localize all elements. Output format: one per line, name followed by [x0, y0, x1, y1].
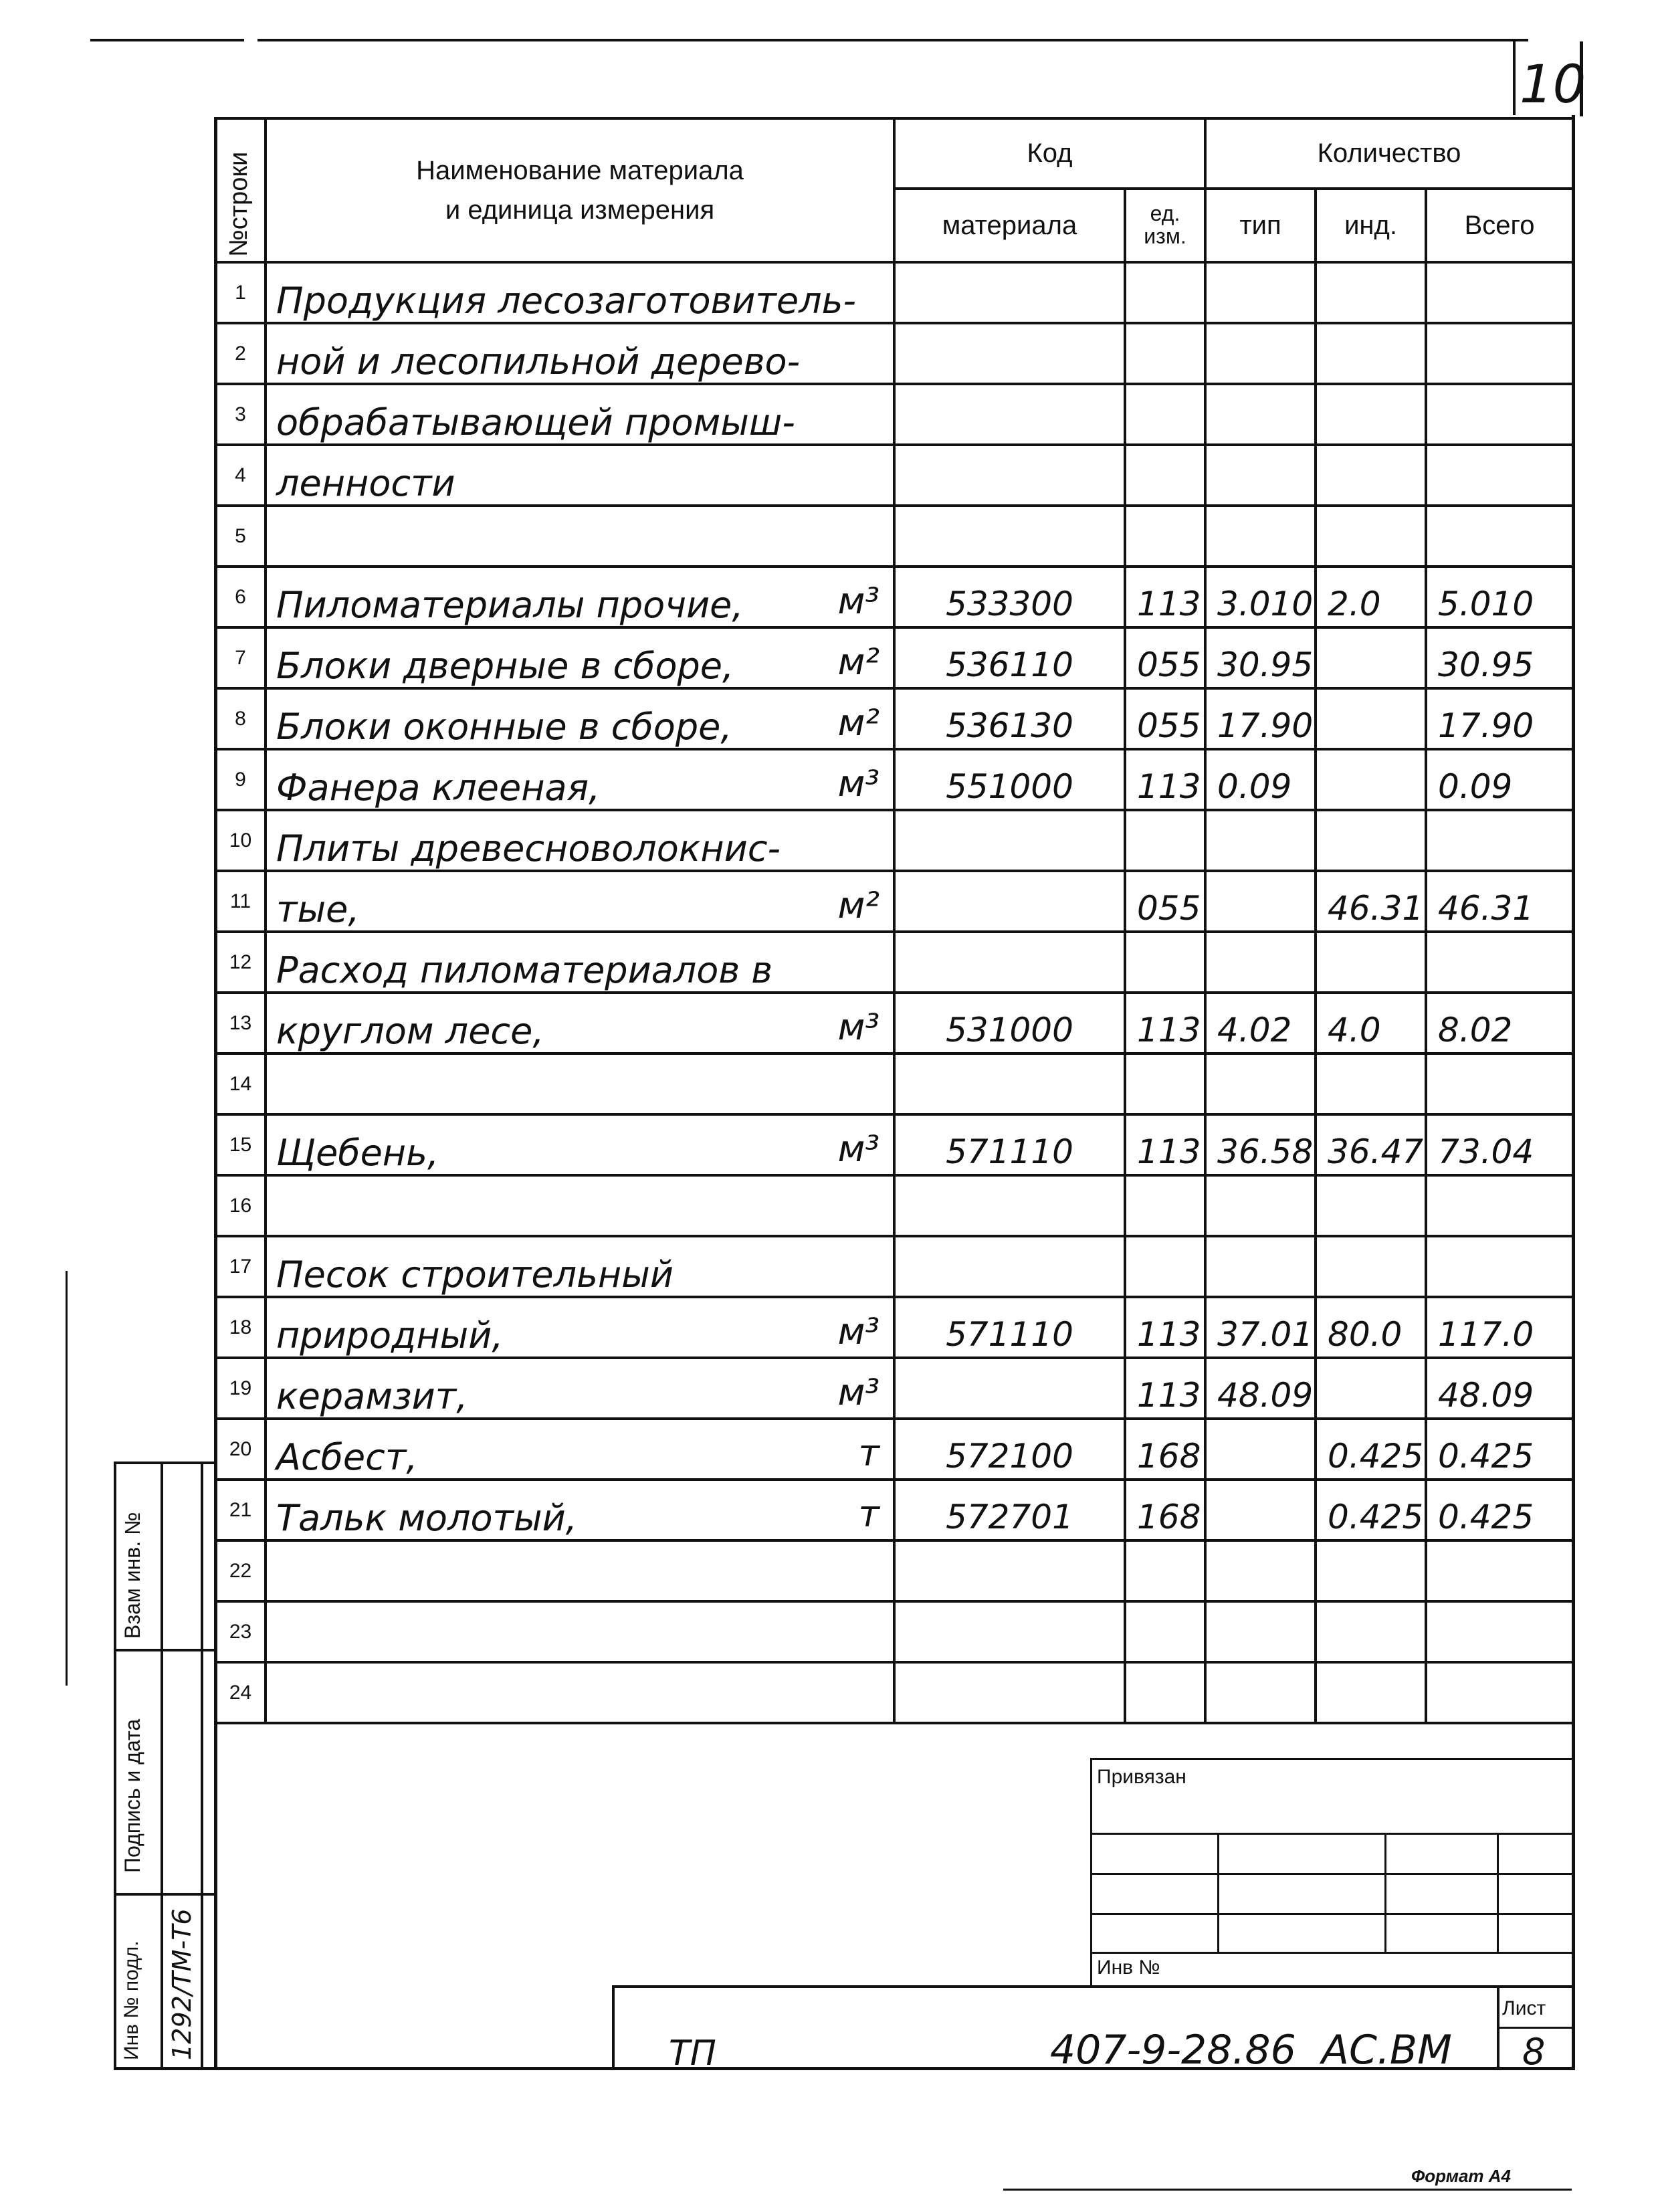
- material-name: [266, 1175, 894, 1236]
- material-name: [266, 1236, 894, 1297]
- material-name: [266, 1114, 894, 1175]
- row-number: 15: [215, 1114, 266, 1175]
- qty-ind: [1316, 1662, 1426, 1723]
- qty-total: 0.09: [1426, 749, 1573, 810]
- material-code: [894, 871, 1125, 932]
- material-unit: м³: [837, 1310, 879, 1352]
- material-name-text: Асбест,: [276, 1436, 418, 1478]
- material-name: [266, 749, 894, 810]
- material-code: [894, 1236, 1125, 1297]
- qty-ind: [1316, 1540, 1426, 1601]
- qty-total: [1426, 1540, 1573, 1601]
- left-guide: [66, 1271, 68, 1686]
- material-code: [894, 810, 1125, 871]
- unit-code: 113: [1125, 1297, 1205, 1358]
- code-group-header: Код: [894, 118, 1205, 189]
- material-code: [894, 1175, 1125, 1236]
- qty-total: 48.09: [1426, 1358, 1573, 1419]
- material-name: [266, 323, 894, 384]
- material-name: [266, 567, 894, 627]
- material-name: [266, 1540, 894, 1601]
- row-number: 24: [215, 1662, 266, 1723]
- material-name: [266, 384, 894, 445]
- material-name: [266, 506, 894, 567]
- qty-typ: [1205, 1053, 1316, 1114]
- material-name: [266, 1053, 894, 1114]
- material-unit: т: [858, 1493, 879, 1535]
- sheet-cell-divider: [1497, 2027, 1572, 2029]
- vzam-inv-label: Взам инв. №: [120, 1512, 144, 1639]
- inv-podl-label: Инв № подл.: [120, 1940, 142, 2060]
- material-code: 536110: [894, 627, 1125, 688]
- table-row: [215, 1236, 1573, 1297]
- material-code: 571110: [894, 1297, 1125, 1358]
- material-unit: м³: [837, 763, 879, 805]
- stamp-sep1: [114, 1649, 214, 1651]
- stamp-col-mid: [161, 1462, 163, 2070]
- inv-podl-value: 1292/ТМ-Т6: [167, 1908, 197, 2060]
- qty-typ: [1205, 1601, 1316, 1662]
- qty-ind: [1316, 627, 1426, 688]
- total-header: Всего: [1426, 189, 1573, 262]
- table-row: [215, 688, 1573, 749]
- material-code: 572701: [894, 1480, 1125, 1540]
- unit-code: [1125, 384, 1205, 445]
- qty-ind: [1316, 932, 1426, 993]
- material-unit: м³: [837, 580, 879, 622]
- top-rule: [257, 39, 1528, 41]
- format-note: Формат А4: [1411, 2166, 1511, 2186]
- material-name-text: Блоки дверные в сборе,: [276, 645, 734, 687]
- material-name: [266, 445, 894, 506]
- material-unit: м³: [837, 1371, 879, 1413]
- material-code: [894, 323, 1125, 384]
- qty-total: [1426, 1236, 1573, 1297]
- material-name: [266, 627, 894, 688]
- material-code: 533300: [894, 567, 1125, 627]
- material-name: [266, 1601, 894, 1662]
- bottom-rule: [1003, 2189, 1572, 2191]
- qty-ind: [1316, 262, 1426, 323]
- unit-code: [1125, 323, 1205, 384]
- inv-no-label: Инв №: [1097, 1956, 1160, 1979]
- material-name: [266, 810, 894, 871]
- row-number: 23: [215, 1601, 266, 1662]
- privyazan-label: Привязан: [1097, 1766, 1186, 1788]
- qty-typ: 48.09: [1205, 1358, 1316, 1419]
- unit-code: 055: [1125, 871, 1205, 932]
- ind-header: инд.: [1316, 189, 1426, 262]
- qty-typ: [1205, 445, 1316, 506]
- qty-total: [1426, 932, 1573, 993]
- material-code: [894, 1540, 1125, 1601]
- name-header-line1: Наименование материала: [416, 155, 744, 185]
- row-number: 7: [215, 627, 266, 688]
- qty-typ: [1205, 932, 1316, 993]
- qty-total: [1426, 506, 1573, 567]
- stamp-col-right: [201, 1462, 203, 2070]
- row-number: 21: [215, 1480, 266, 1540]
- qty-typ: [1205, 1540, 1316, 1601]
- row-number: 22: [215, 1540, 266, 1601]
- unit-code: [1125, 932, 1205, 993]
- unit-code: [1125, 445, 1205, 506]
- bind-v3: [1497, 1833, 1499, 1953]
- material-name-text: Плиты древесноволокнис-: [276, 827, 781, 870]
- table-row: [215, 1662, 1573, 1723]
- unit-code: [1125, 1053, 1205, 1114]
- material-name: [266, 1662, 894, 1723]
- qty-ind: [1316, 688, 1426, 749]
- qty-typ: [1205, 262, 1316, 323]
- bind-h2: [1090, 1873, 1572, 1875]
- podpis-data-label: Подпись и дата: [120, 1718, 144, 1873]
- qty-total: 117.0: [1426, 1297, 1573, 1358]
- qty-ind: 46.31: [1316, 871, 1426, 932]
- row-number: 8: [215, 688, 266, 749]
- row-number: 5: [215, 506, 266, 567]
- row-number: 10: [215, 810, 266, 871]
- table-row: [215, 871, 1573, 932]
- table-row: [215, 1419, 1573, 1480]
- table-row: [215, 262, 1573, 323]
- qty-ind: [1316, 506, 1426, 567]
- row-number-header-text: №строки: [225, 151, 253, 257]
- row-number: 9: [215, 749, 266, 810]
- qty-ind: [1316, 1175, 1426, 1236]
- material-name-text: обрабатывающей промыш-: [276, 401, 795, 443]
- row-number: 1: [215, 262, 266, 323]
- name-header-line2: и единица измерения: [445, 195, 715, 225]
- qty-total: [1426, 262, 1573, 323]
- sheet-corner-number: 10: [1520, 55, 1586, 115]
- qty-ind: [1316, 1053, 1426, 1114]
- qty-ind: [1316, 1236, 1426, 1297]
- row-number: 4: [215, 445, 266, 506]
- qty-typ: [1205, 810, 1316, 871]
- row-number: 2: [215, 323, 266, 384]
- sheet-number: 8: [1522, 2031, 1546, 2073]
- qty-typ: 17.90: [1205, 688, 1316, 749]
- material-code: 536130: [894, 688, 1125, 749]
- qty-ind: 36.47: [1316, 1114, 1426, 1175]
- material-code: [894, 384, 1125, 445]
- material-unit: м³: [837, 1128, 879, 1170]
- material-name-text: керамзит,: [276, 1375, 468, 1417]
- material-name-text: Продукция лесозаготовитель-: [276, 280, 856, 322]
- material-name-text: Пиломатериалы прочие,: [276, 584, 744, 626]
- material-name: [266, 1419, 894, 1480]
- table-row: [215, 384, 1573, 445]
- material-code: [894, 445, 1125, 506]
- qty-total: [1426, 445, 1573, 506]
- qty-typ: [1205, 1236, 1316, 1297]
- typ-header: тип: [1205, 189, 1316, 262]
- qty-total: 30.95: [1426, 627, 1573, 688]
- qty-typ: [1205, 506, 1316, 567]
- unit-code: [1125, 1175, 1205, 1236]
- qty-total: 8.02: [1426, 993, 1573, 1053]
- material-name: [266, 1297, 894, 1358]
- stamp-col-left: [114, 1462, 116, 2070]
- unit-header-line2: изм.: [1144, 224, 1186, 248]
- document-code: 407-9-28.86 АС.ВМ: [1050, 2027, 1452, 2074]
- qty-typ: [1205, 323, 1316, 384]
- table-row: [215, 810, 1573, 871]
- qty-ind: 4.0: [1316, 993, 1426, 1053]
- material-name: [266, 1358, 894, 1419]
- table-row: [215, 627, 1573, 688]
- material-name-text: тые,: [276, 888, 360, 930]
- material-name: [266, 688, 894, 749]
- table-row: [215, 445, 1573, 506]
- row-number: 6: [215, 567, 266, 627]
- row-number-header: [215, 118, 266, 262]
- qty-total: 17.90: [1426, 688, 1573, 749]
- row-number: 3: [215, 384, 266, 445]
- table-row: [215, 1480, 1573, 1540]
- table-row: [215, 323, 1573, 384]
- qty-total: [1426, 384, 1573, 445]
- unit-code: [1125, 1236, 1205, 1297]
- unit-header: [1125, 189, 1205, 262]
- qty-typ: 37.01: [1205, 1297, 1316, 1358]
- qty-typ: [1205, 1480, 1316, 1540]
- title-left: [612, 1985, 615, 2069]
- table-row: [215, 1540, 1573, 1601]
- bind-h3: [1090, 1913, 1572, 1915]
- qty-ind: [1316, 1601, 1426, 1662]
- row-number: 18: [215, 1297, 266, 1358]
- material-name-text: Песок строительный: [276, 1253, 673, 1296]
- qty-ind: 80.0: [1316, 1297, 1426, 1358]
- material-code: [894, 932, 1125, 993]
- qty-total: [1426, 810, 1573, 871]
- row-number: 11: [215, 871, 266, 932]
- material-name-text: Тальк молотый,: [276, 1497, 577, 1539]
- stamp-sep2: [114, 1893, 214, 1896]
- bind-h1: [1090, 1833, 1572, 1835]
- material-code: [894, 506, 1125, 567]
- material-name-text: Фанера клееная,: [276, 767, 601, 809]
- row-number: 16: [215, 1175, 266, 1236]
- material-code: 551000: [894, 749, 1125, 810]
- material-code: [894, 1601, 1125, 1662]
- row-number: 19: [215, 1358, 266, 1419]
- bind-v1: [1217, 1833, 1219, 1953]
- qty-typ: 30.95: [1205, 627, 1316, 688]
- quantity-group-header: Количество: [1205, 118, 1573, 189]
- material-name-text: круглом лесе,: [276, 1010, 544, 1052]
- row-number: 13: [215, 993, 266, 1053]
- qty-total: [1426, 1053, 1573, 1114]
- material-name-text: ной и лесопильной дерево-: [276, 340, 801, 383]
- table-row: [215, 1358, 1573, 1419]
- material-name-text: природный,: [276, 1314, 504, 1356]
- material-name-text: ленности: [276, 462, 455, 504]
- sheet-label: Лист: [1502, 1997, 1546, 2019]
- row-number: 14: [215, 1053, 266, 1114]
- unit-header-line1: ед.: [1150, 201, 1180, 226]
- unit-code: 055: [1125, 627, 1205, 688]
- material-name-text: Блоки оконные в сборе,: [276, 706, 732, 748]
- table-row: [215, 749, 1573, 810]
- table-row: [215, 1175, 1573, 1236]
- material-code: [894, 1053, 1125, 1114]
- material-name: [266, 993, 894, 1053]
- qty-total: 46.31: [1426, 871, 1573, 932]
- qty-typ: [1205, 1662, 1316, 1723]
- material-name: [266, 1480, 894, 1540]
- bind-top: [1090, 1758, 1572, 1760]
- qty-ind: [1316, 384, 1426, 445]
- frame-top: [1513, 41, 1516, 115]
- table-row: [215, 1297, 1573, 1358]
- qty-typ: 0.09: [1205, 749, 1316, 810]
- unit-code: [1125, 1662, 1205, 1723]
- row-number: 20: [215, 1419, 266, 1480]
- material-name-text: Расход пиломатериалов в: [276, 949, 773, 991]
- qty-typ: [1205, 384, 1316, 445]
- unit-code: 113: [1125, 1358, 1205, 1419]
- unit-code: [1125, 506, 1205, 567]
- table-row: [215, 1601, 1573, 1662]
- material-name: [266, 932, 894, 993]
- table-row: [215, 993, 1573, 1053]
- qty-total: [1426, 1662, 1573, 1723]
- tp-label: ТП: [669, 2033, 716, 2074]
- material-code: 571110: [894, 1114, 1125, 1175]
- material-code: [894, 262, 1125, 323]
- qty-total: 73.04: [1426, 1114, 1573, 1175]
- material-unit: т: [858, 1432, 879, 1474]
- unit-code: 055: [1125, 688, 1205, 749]
- table-row: [215, 567, 1573, 627]
- qty-total: 5.010: [1426, 567, 1573, 627]
- material-code: [894, 1358, 1125, 1419]
- qty-ind: [1316, 810, 1426, 871]
- qty-total: [1426, 1601, 1573, 1662]
- material-name: [266, 871, 894, 932]
- stamp-top: [114, 1462, 214, 1464]
- qty-ind: [1316, 323, 1426, 384]
- unit-code: 113: [1125, 1114, 1205, 1175]
- row-number: 12: [215, 932, 266, 993]
- name-header: [266, 118, 894, 262]
- qty-typ: 3.010: [1205, 567, 1316, 627]
- qty-ind: 0.425: [1316, 1480, 1426, 1540]
- material-code: [894, 1662, 1125, 1723]
- table-row: [215, 1114, 1573, 1175]
- row-number: 17: [215, 1236, 266, 1297]
- table-row: [215, 932, 1573, 993]
- qty-ind: [1316, 1358, 1426, 1419]
- unit-code: 113: [1125, 567, 1205, 627]
- qty-typ: [1205, 1419, 1316, 1480]
- qty-total: [1426, 1175, 1573, 1236]
- unit-code: [1125, 1540, 1205, 1601]
- unit-code: 168: [1125, 1480, 1205, 1540]
- qty-typ: 4.02: [1205, 993, 1316, 1053]
- unit-code: 168: [1125, 1419, 1205, 1480]
- bind-h4: [1090, 1952, 1572, 1954]
- unit-code: 113: [1125, 993, 1205, 1053]
- qty-total: [1426, 323, 1573, 384]
- unit-code: [1125, 1601, 1205, 1662]
- material-table: [214, 117, 1574, 1724]
- table-row: [215, 506, 1573, 567]
- title-top: [612, 1985, 1572, 1988]
- qty-ind: [1316, 749, 1426, 810]
- qty-ind: 0.425: [1316, 1419, 1426, 1480]
- material-code-header: материала: [894, 189, 1125, 262]
- material-unit: м²: [837, 702, 879, 744]
- unit-code: 113: [1125, 749, 1205, 810]
- qty-typ: [1205, 871, 1316, 932]
- top-rule-left: [90, 39, 244, 41]
- material-unit: м²: [837, 641, 879, 683]
- material-name-text: Щебень,: [276, 1132, 439, 1174]
- unit-code: [1125, 262, 1205, 323]
- unit-code: [1125, 810, 1205, 871]
- material-unit: м²: [837, 884, 879, 926]
- qty-ind: [1316, 445, 1426, 506]
- qty-ind: 2.0: [1316, 567, 1426, 627]
- qty-total: 0.425: [1426, 1480, 1573, 1540]
- qty-typ: [1205, 1175, 1316, 1236]
- bind-v2: [1384, 1833, 1386, 1953]
- material-code: 531000: [894, 993, 1125, 1053]
- table-row: [215, 1053, 1573, 1114]
- material-unit: м³: [837, 1006, 879, 1048]
- qty-typ: 36.58: [1205, 1114, 1316, 1175]
- material-name: [266, 262, 894, 323]
- qty-total: 0.425: [1426, 1419, 1573, 1480]
- material-code: 572100: [894, 1419, 1125, 1480]
